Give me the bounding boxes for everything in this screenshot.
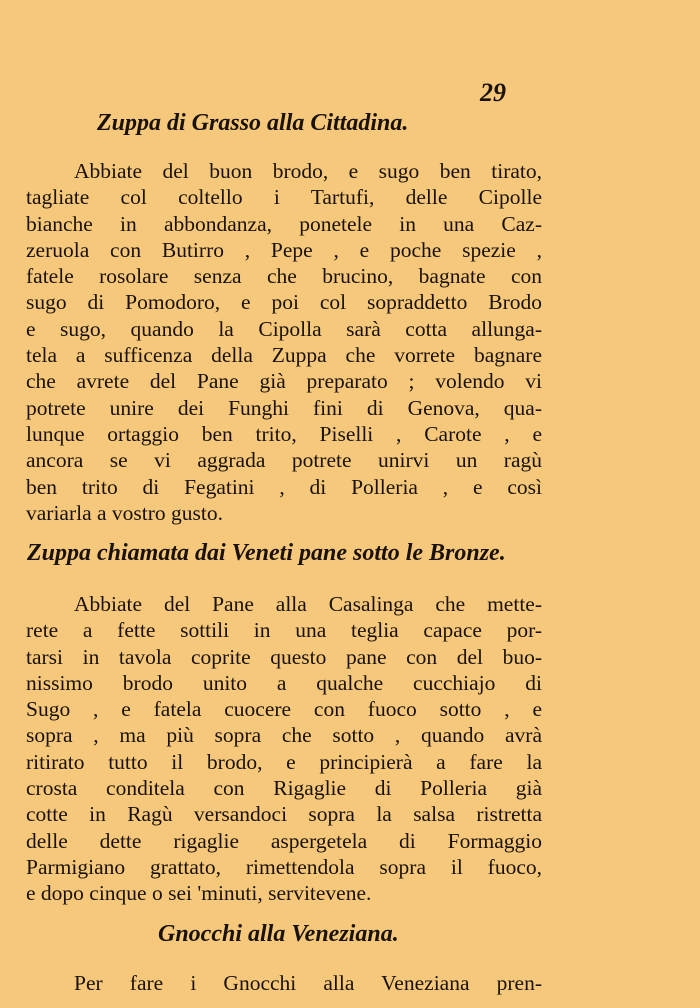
section-title-gnocchi: Gnocchi alla Veneziana.	[158, 921, 399, 947]
text-line: nissimo brodo unito a qualche cucchiajo di	[26, 670, 542, 695]
text-line: Abbiate del buon brodo, e sugo ben tirato,	[74, 159, 542, 183]
text-line: cotte in Ragù versandoci sopra la salsa ristretta	[26, 802, 542, 827]
text-line: potrete unire dei Funghi fini di Genova, qua-	[26, 395, 542, 420]
text-line: e sugo, quando la Cipolla sarà cotta allunga-	[26, 316, 542, 341]
paragraph-zuppa-grasso	[26, 158, 542, 526]
text-line: sugo di Pomodoro, e poi col sopraddetto Brodo	[26, 290, 542, 315]
text-line: Per fare i Gnocchi alla Veneziana pren-	[74, 971, 542, 995]
text-line: variarla a vostro gusto.	[26, 500, 224, 525]
text-line: ben trito di Fegatini , di Polleria , e così	[26, 474, 542, 499]
page-number: 29	[480, 78, 506, 107]
text-line: lunque ortaggio ben trito, Piselli , Carote , e	[26, 421, 542, 446]
section-title-zuppa-veneti: Zuppa chiamata dai Veneti pane sotto le Bronze.	[27, 540, 506, 566]
text-line: bianche in abbondanza, ponetele in una Caz-	[26, 211, 542, 236]
text-line: che avrete del Pane già preparato ; volendo vi	[26, 369, 542, 394]
text-line: delle dette rigaglie aspergetela di Formaggio	[26, 828, 542, 853]
text-line: ritirato tutto il brodo, e principierà a fare la	[26, 749, 542, 774]
text-line: zeruola con Butirro , Pepe , e poche spezie ,	[26, 237, 542, 262]
text-line: rete a fette sottili in una teglia capace por-	[26, 618, 542, 643]
text-line: tagliate col coltello i Tartufi, delle Cipolle	[26, 185, 542, 210]
paragraph-gnocchi	[26, 970, 542, 996]
text-line: tela a sufficenza della Zuppa che vorrete bagnare	[26, 343, 542, 368]
text-line: Sugo , e fatela cuocere con fuoco sotto , e	[26, 697, 542, 722]
text-line: sopra , ma più sopra che sotto , quando avrà	[26, 723, 542, 748]
text-line: ancora se vi aggrada potrete unirvi un ragù	[26, 448, 542, 473]
text-line: Parmigiano grattato, rimettendola sopra il fuoco,	[26, 854, 542, 879]
text-line: e dopo cinque o sei 'minuti, servitevene.	[26, 881, 372, 906]
text-line: Abbiate del Pane alla Casalinga che mette-	[74, 592, 542, 616]
text-line: fatele rosolare senza che brucino, bagnate con	[26, 264, 542, 289]
section-title-zuppa-grasso: Zuppa di Grasso alla Cittadina.	[97, 110, 409, 136]
text-line: tarsi in tavola coprite questo pane con del buo-	[26, 644, 542, 669]
text-line: crosta conditela con Rigaglie di Polleria già	[26, 776, 542, 801]
paragraph-zuppa-veneti	[26, 591, 542, 907]
